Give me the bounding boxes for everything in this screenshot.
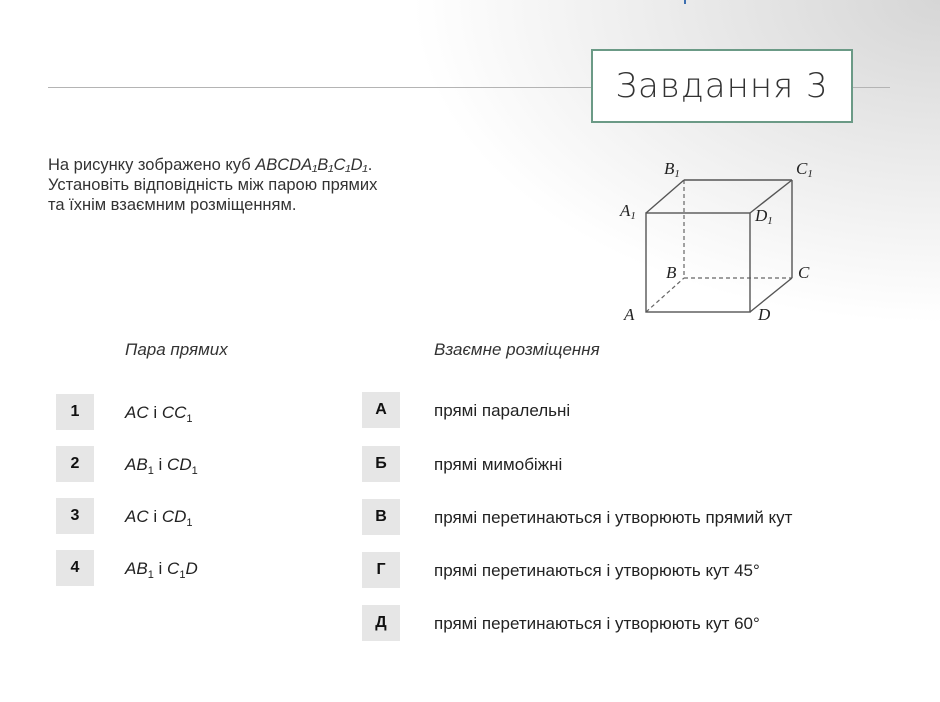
- option-letter: В: [362, 499, 400, 535]
- option-letter: Д: [362, 605, 400, 641]
- pair-number: 4: [56, 550, 94, 586]
- pair-text: AC і $CC_1$: [125, 403, 193, 425]
- option-row: [362, 392, 400, 428]
- option-row: [362, 446, 400, 482]
- pair-row: [56, 446, 94, 482]
- pair-number: 2: [56, 446, 94, 482]
- pair-text: AC і $CD_1$: [125, 507, 193, 529]
- edge-D-C: [750, 278, 792, 312]
- vertex-B1-label: B1: [664, 159, 680, 180]
- vertex-C1-label: C1: [796, 159, 813, 180]
- vertex-A1-label: A1: [620, 201, 636, 222]
- option-row: [362, 499, 400, 535]
- front-face: [646, 213, 750, 312]
- option-text: прямі мимобіжні: [434, 455, 563, 474]
- pair-text: $AB_1$ і $CD_1$: [125, 455, 198, 477]
- accent-mark: [684, 0, 686, 4]
- option-letter: Г: [362, 552, 400, 588]
- option-row: [362, 605, 400, 641]
- edge-A-B: [646, 278, 684, 312]
- question-text: [48, 155, 498, 215]
- vertex-B-label: B: [666, 263, 677, 282]
- option-text: прямі перетинаються і утворюють кут 45°: [434, 561, 760, 580]
- vertex-A-label: A: [624, 305, 635, 324]
- pair-row: [56, 394, 94, 430]
- cube-figure: [612, 150, 832, 325]
- option-letter: Б: [362, 446, 400, 482]
- option-row: [362, 552, 400, 588]
- option-text: прямі перетинаються і утворюють кут 60°: [434, 614, 760, 633]
- edge-A1-B1: [646, 180, 684, 213]
- cube-name: ABCDA₁B₁C₁D₁: [255, 156, 368, 174]
- option-letter: А: [362, 392, 400, 428]
- vertex-D1-label: D1: [755, 206, 773, 227]
- right-column-header: Взаємне розміщення: [434, 340, 600, 359]
- vertex-C-label: C: [798, 263, 810, 282]
- pair-number: 3: [56, 498, 94, 534]
- question-line-1: На рисунку зображено куб ABCDA₁B₁C₁D₁.: [48, 156, 373, 174]
- option-text: прямі перетинаються і утворюють прямий кут: [434, 508, 793, 527]
- pair-number: 1: [56, 394, 94, 430]
- pair-row: [56, 550, 94, 586]
- question-line-3: та їхнім взаємним розміщенням.: [48, 196, 297, 214]
- pair-row: [56, 498, 94, 534]
- left-column-header: Пара прямих: [125, 340, 228, 359]
- pair-text: $AB_1$ і $C_1D$: [125, 559, 198, 581]
- vertex-D-label: D: [758, 305, 771, 324]
- option-text: прямі паралельні: [434, 401, 571, 420]
- slide-title: Завдання 3: [591, 49, 853, 123]
- question-line-2: Установіть відповідність між парою прямих: [48, 176, 378, 194]
